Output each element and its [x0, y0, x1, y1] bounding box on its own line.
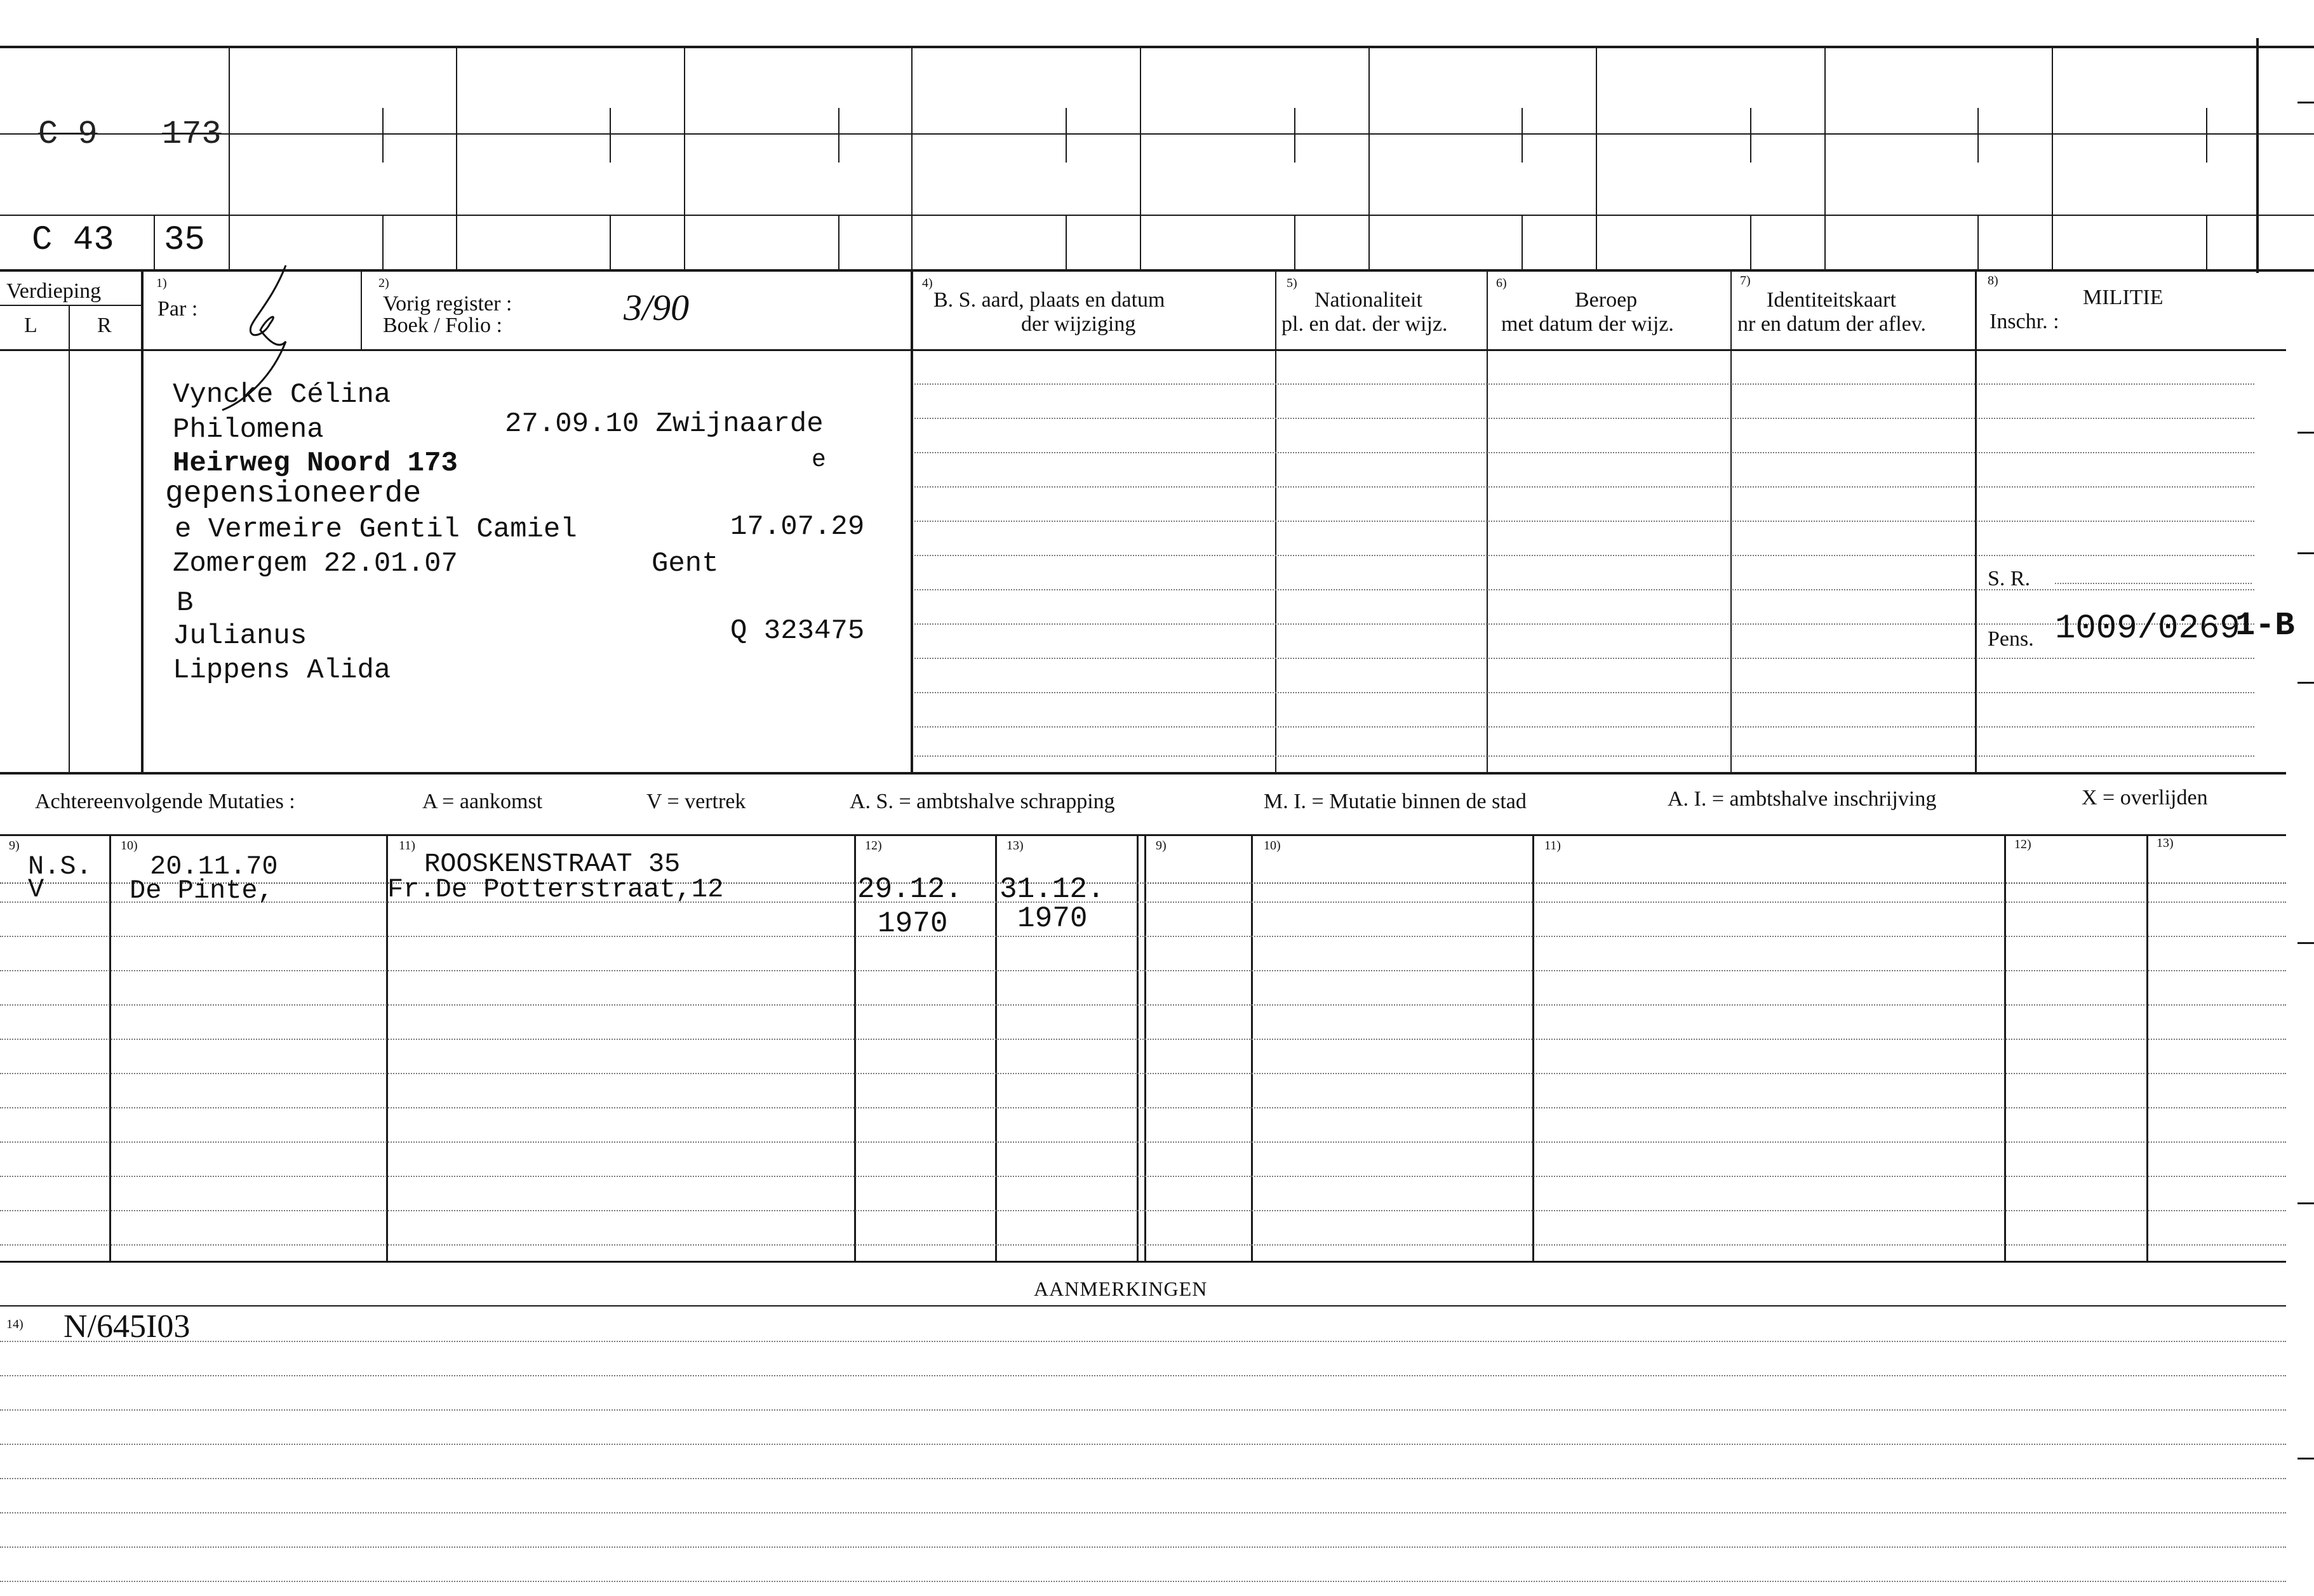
pens-value: 1009/0269: [2055, 609, 2240, 648]
rule: [0, 882, 2286, 884]
grid-line: [2146, 834, 2148, 1262]
vorig-label: Vorig register :: [383, 292, 512, 316]
rule: [0, 936, 2286, 937]
field-number: 7): [1740, 274, 1751, 288]
grid-line: [1750, 108, 1751, 163]
grid-line: [154, 216, 155, 270]
edge-tick: [2297, 682, 2314, 684]
inschr-label: Inschr. :: [1990, 310, 2059, 333]
person-occupation: gepensioneerde: [165, 477, 422, 511]
mutation-address-1: ROOSKENSTRAAT 35: [424, 849, 681, 879]
rule: [0, 1581, 2286, 1582]
rule: [0, 970, 2286, 971]
grid-line: [1975, 272, 1977, 775]
grid-line: [1750, 216, 1751, 270]
field-number: 6): [1496, 276, 1507, 290]
remarks-title: AANMERKINGEN: [1034, 1277, 1208, 1300]
place: Gent: [652, 548, 719, 580]
rule: [914, 452, 2254, 453]
mother: Lippens Alida: [173, 655, 391, 686]
grid-line: [382, 108, 384, 163]
edge-tick: [2297, 1458, 2314, 1460]
person-spouse: e Vermeire Gentil Camiel: [175, 514, 577, 545]
edge-tick: [2297, 1202, 2314, 1204]
grid-line: [2004, 834, 2006, 1262]
mutation-place-2: De Pinte,: [130, 875, 274, 906]
nat-line1: Nationaliteit: [1314, 288, 1422, 312]
person-firstname: Philomena: [173, 414, 324, 446]
id-card: Q 323475: [730, 615, 865, 647]
l-label: L: [24, 314, 37, 337]
col12-line2: 1970: [878, 907, 948, 940]
ber-line1: Beroep: [1575, 288, 1638, 312]
rule: [914, 658, 2254, 659]
grid-line: [1066, 108, 1067, 163]
rule: [0, 1478, 2286, 1479]
grid-line: [838, 216, 839, 270]
field-number: 4): [922, 276, 933, 290]
section-border: [0, 772, 2286, 775]
grid-line: [456, 48, 457, 270]
field-number: 14): [6, 1317, 23, 1331]
col-number: 9): [1156, 839, 1167, 853]
rule: [914, 755, 2254, 757]
table-top: [0, 834, 2286, 836]
col13-line2: 1970: [1017, 902, 1088, 935]
edge-tick: [2297, 102, 2314, 103]
grid-line: [1977, 216, 1979, 270]
rule: [0, 1444, 2286, 1445]
rule: [914, 521, 2254, 522]
person-name: Vyncke Célina: [173, 379, 391, 411]
pens-suffix: 1-B: [2235, 607, 2295, 644]
table-bottom: [0, 1261, 2286, 1263]
legend-mi: M. I. = Mutatie binnen de stad: [1264, 790, 1527, 813]
grid-line: [1294, 108, 1295, 163]
rule: [0, 1341, 2286, 1342]
field-number: 8): [1988, 274, 1998, 288]
rule: [914, 383, 2254, 385]
col13-line1: 31.12.: [1000, 873, 1105, 906]
legend-as: A. S. = ambtshalve schrapping: [850, 790, 1115, 813]
grid-line: [1977, 108, 1979, 163]
grid-line: [1596, 48, 1597, 270]
grid-line: [141, 272, 144, 775]
mutation-address-2: Fr.De Potterstraat,12: [387, 874, 724, 905]
grid-line: [1294, 216, 1295, 270]
grid-line: [2256, 38, 2259, 273]
grid-line: [0, 1305, 2286, 1307]
grid-line: [610, 108, 611, 163]
col-number: 13): [1007, 839, 1024, 853]
par-label: Par :: [157, 297, 198, 321]
boek-value: 3/90: [624, 287, 690, 328]
col-number: 11): [1544, 839, 1561, 853]
nationality: B: [177, 587, 194, 619]
grid-line: [1730, 272, 1732, 775]
grid-line: [2052, 48, 2053, 270]
legend-x: X = overlijden: [2082, 786, 2208, 809]
rule: [0, 1073, 2286, 1074]
col12-line1: 29.12.: [857, 873, 963, 906]
rule: [0, 1107, 2286, 1108]
field-number: 5): [1287, 276, 1297, 290]
legend-v: V = vertrek: [646, 790, 746, 813]
grid-line: [2206, 216, 2207, 270]
grid-line: [0, 133, 2314, 135]
legend-a: A = aankomst: [422, 790, 543, 813]
grid-line: [684, 48, 685, 270]
rule: [914, 726, 2254, 728]
edge-tick: [2297, 432, 2314, 434]
mutation-type-1: N.S.: [28, 851, 92, 882]
grid-line: [1521, 216, 1523, 270]
sr-label: S. R.: [1988, 567, 2031, 590]
rule: [0, 1409, 2286, 1411]
nat-line2: pl. en dat. der wijz.: [1281, 312, 1448, 336]
verdieping-label: Verdieping: [6, 279, 102, 303]
bs-line1: B. S. aard, plaats en datum: [933, 288, 1165, 312]
rule: [914, 589, 2254, 590]
grid-line: [1521, 108, 1523, 163]
col-number: 12): [865, 839, 882, 853]
person-address: Heirweg Noord 173: [173, 448, 458, 479]
grid-line: [2206, 108, 2207, 163]
person-birth: 27.09.10 Zwijnaarde: [505, 408, 824, 440]
col-number: 13): [2157, 836, 2174, 850]
edge-tick: [2297, 552, 2314, 554]
rule: [914, 418, 2254, 419]
grid-line: [854, 834, 856, 1262]
grid-line: [109, 834, 111, 1262]
r-label: R: [97, 314, 112, 337]
code: C 43: [32, 221, 114, 260]
rule: [0, 1039, 2286, 1040]
col-number: 12): [2014, 837, 2031, 851]
rule: [0, 1004, 2286, 1006]
col-number: 10): [121, 839, 138, 853]
grid-line: [1824, 48, 1826, 270]
top-border: [0, 46, 2314, 48]
boek-label: Boek / Folio :: [383, 314, 502, 337]
rule: [0, 1176, 2286, 1177]
id-line2: nr en datum der aflev.: [1737, 312, 1927, 336]
field-number: 2): [378, 276, 389, 290]
legend-ai: A. I. = ambtshalve inschrijving: [1668, 787, 1937, 811]
rule: [0, 1141, 2286, 1143]
mutation-date-1: 20.11.70: [150, 851, 278, 882]
rule: [914, 623, 2254, 625]
mark-e: e: [812, 446, 826, 474]
father: Julianus: [173, 620, 307, 652]
rule: [0, 1375, 2286, 1376]
ber-line2: met datum der wijz.: [1501, 312, 1674, 336]
bs-line2: der wijziging: [1021, 312, 1136, 336]
grid-line: [610, 216, 611, 270]
rule: [0, 1210, 2286, 1211]
col-number: 10): [1264, 839, 1281, 853]
grid-line: [0, 215, 2314, 216]
grid-line: [838, 108, 839, 163]
grid-line: [229, 48, 230, 270]
old-code: C 9: [38, 116, 98, 153]
edge-tick: [2297, 942, 2314, 944]
mutation-type-2: V: [28, 874, 44, 905]
grid-line: [1368, 48, 1370, 270]
rule: [0, 1546, 2286, 1548]
pens-label: Pens.: [1988, 627, 2034, 651]
old-number: 173: [162, 116, 222, 153]
grid-line: [69, 305, 70, 775]
grid-line: [1140, 48, 1141, 270]
grid-line: [1137, 834, 1139, 1262]
rule: [914, 486, 2254, 488]
rule: [914, 555, 2254, 556]
col-number: 11): [399, 839, 415, 853]
grid-line: [1251, 834, 1253, 1262]
rule: [914, 692, 2254, 693]
id-line1: Identiteitskaart: [1767, 288, 1896, 312]
grid-line: [0, 305, 141, 306]
spouse-birth: Zomergem 22.01.07: [173, 548, 458, 580]
grid-line: [1066, 216, 1067, 270]
grid-line: [1487, 272, 1488, 775]
rule: [0, 1512, 2286, 1513]
grid-line: [1144, 834, 1146, 1262]
marriage-date: 17.07.29: [730, 511, 865, 543]
col-number: 9): [9, 839, 20, 853]
militie-title: MILITIE: [2083, 286, 2164, 309]
grid-line: [911, 48, 913, 270]
number: 35: [164, 221, 205, 260]
field-number: 1): [156, 276, 167, 290]
rule: [0, 901, 2286, 903]
grid-line: [995, 834, 997, 1262]
rule: [0, 1244, 2286, 1246]
grid-line: [911, 272, 913, 775]
rule: [2055, 583, 2252, 584]
remarks-value: N/645I03: [64, 1308, 191, 1345]
grid-line: [1532, 834, 1534, 1262]
grid-line: [1275, 272, 1276, 775]
legend-title: Achtereenvolgende Mutaties :: [35, 790, 295, 813]
